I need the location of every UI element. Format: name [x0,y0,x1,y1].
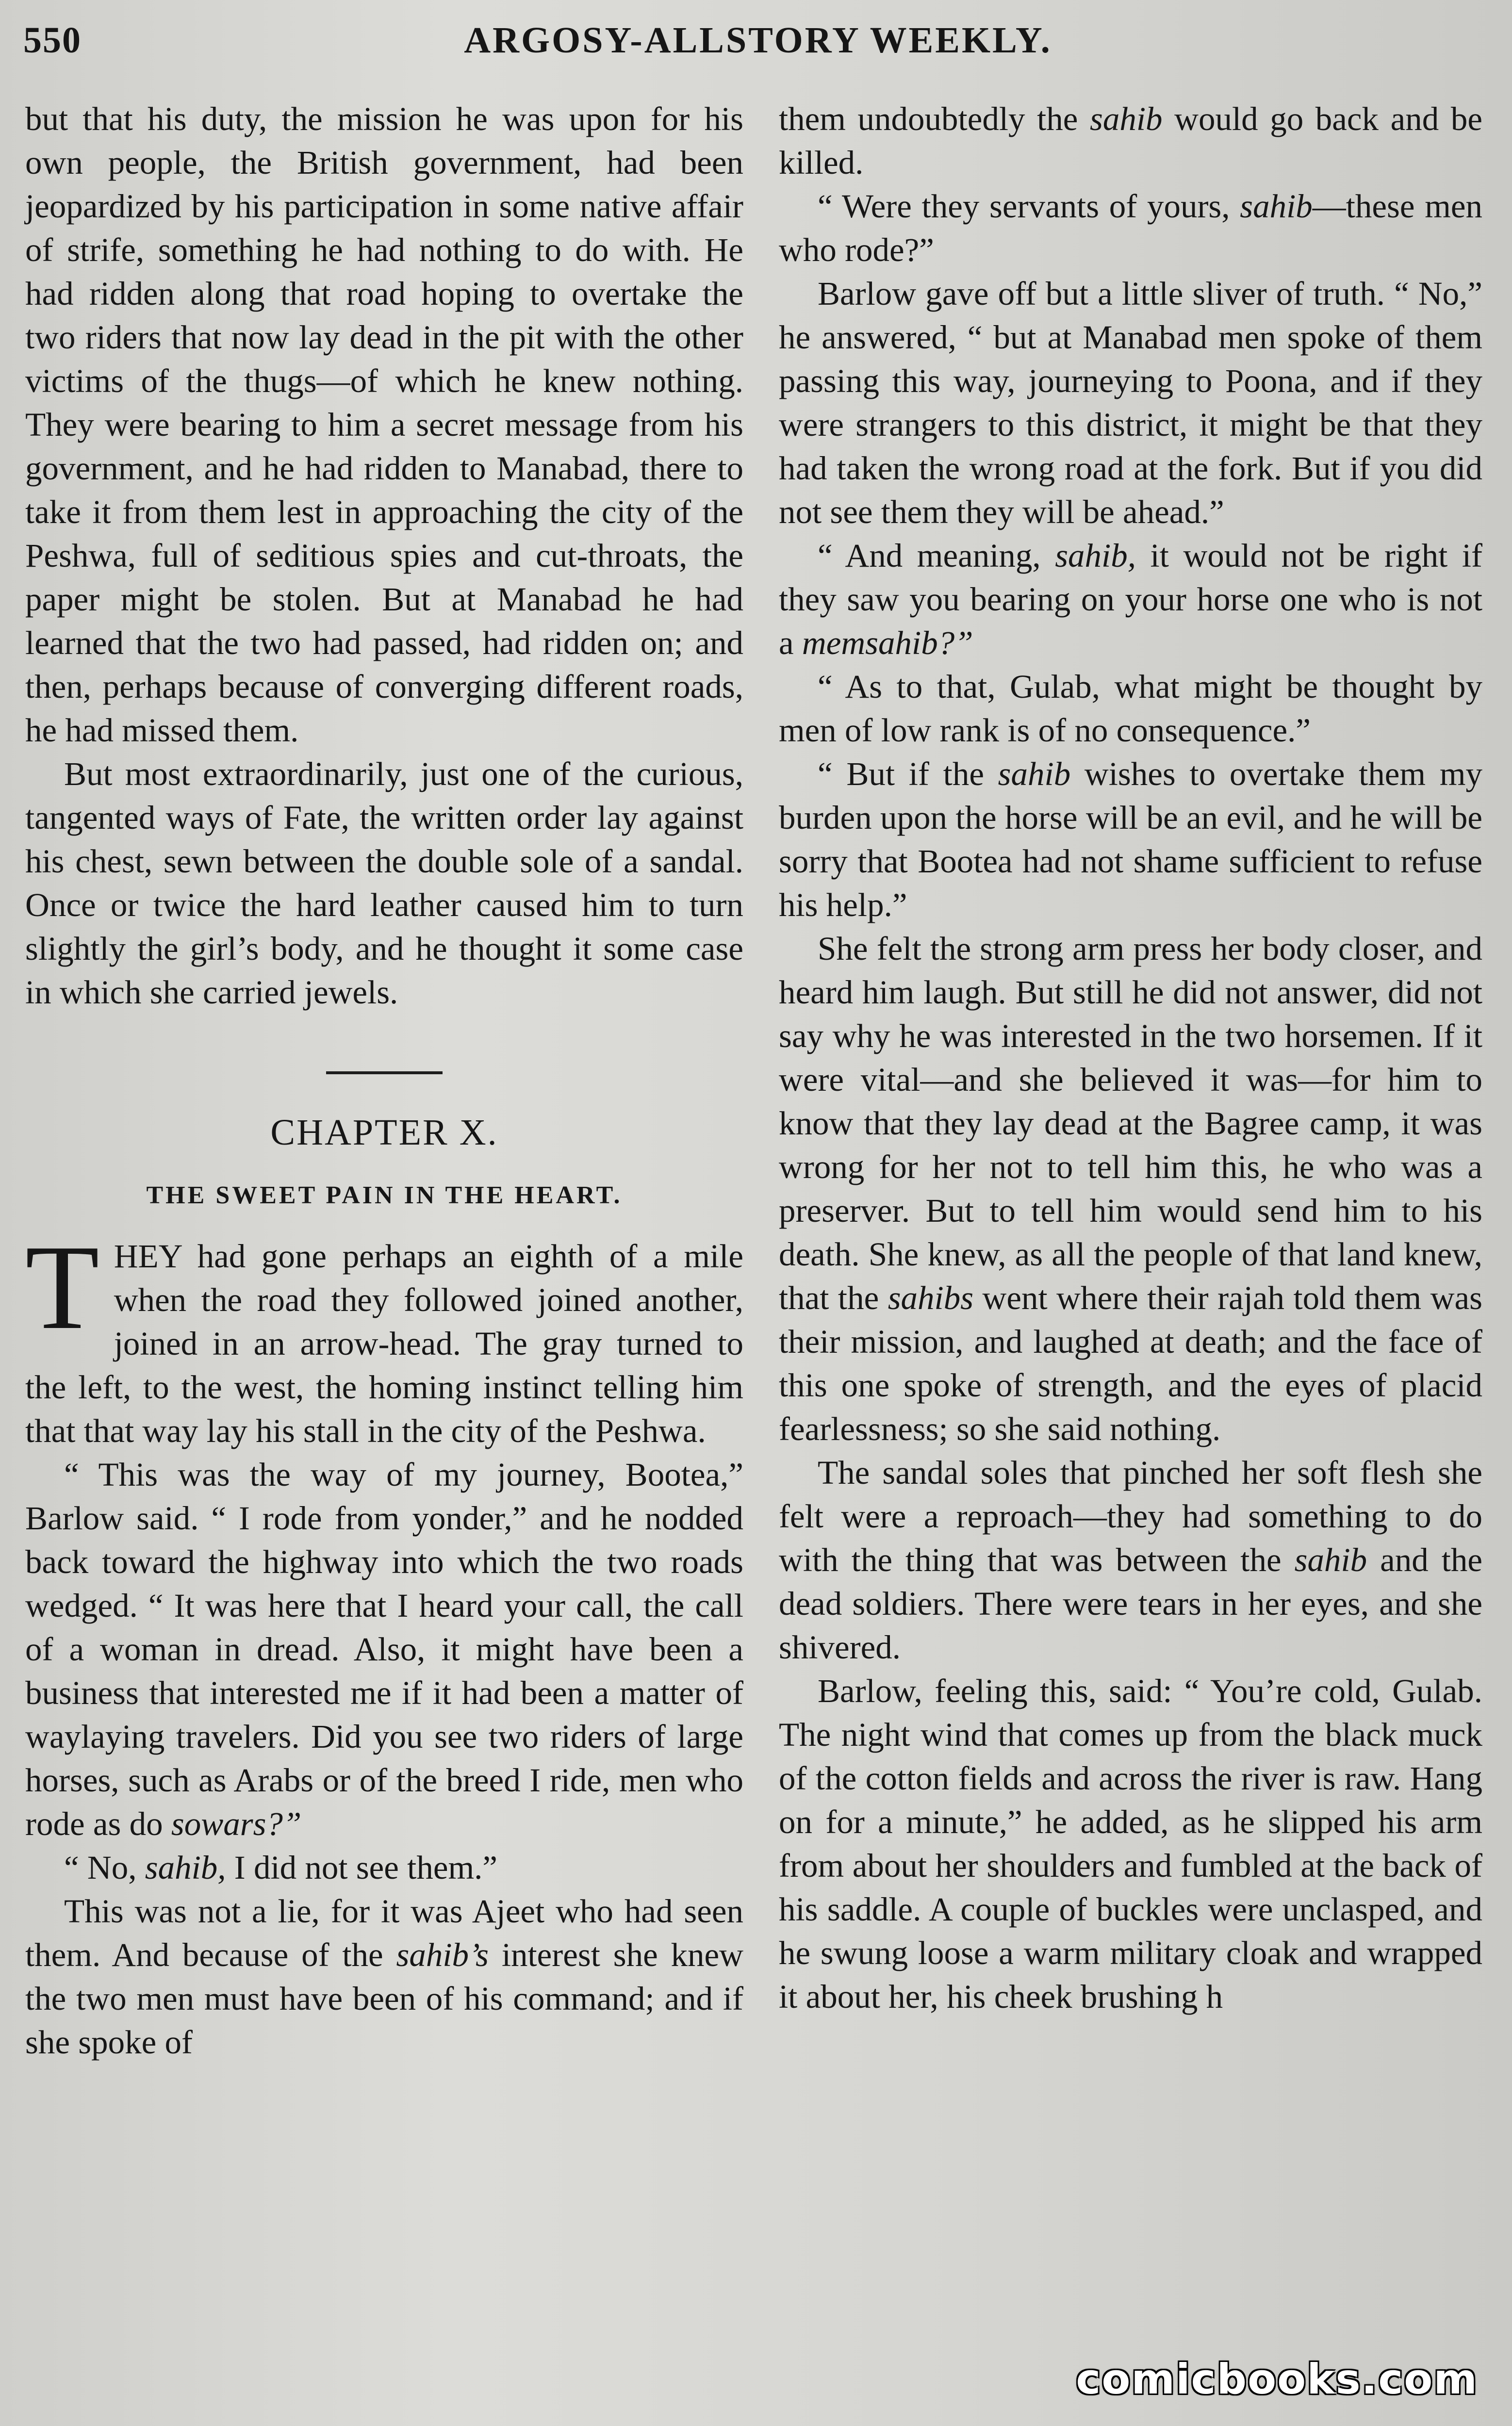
paragraph-text: went where their rajah told them was their mission, and laughed at death; and the face of this one spoke of strength, and the eyes of placid fearlessness; so she said nothing. [779,1279,1482,1447]
paragraph [25,1453,743,1846]
paragraph-text: “ And meaning, [818,537,1055,574]
italic-word: sahib [1294,1541,1367,1578]
paragraph: Barlow, feeling this, said: “ You’re cold, Gulab. The night wind that comes up from the black muck of the cotton fields and across the river is raw. Hang on for a minute,” he added, as he slipped his arm from about her shoulders and fumbled at the back of his saddle. A couple of buckles were unclasped, and he swung loose a warm military cloak and wrapped it about her, his cheek brushing h [779,1672,1482,2015]
paragraph [779,927,1482,1451]
right-column [779,97,1482,2018]
paragraph-text: “ But if the [818,755,998,792]
italic-word: sahib, [1055,537,1136,574]
paragraph-text: “ This was the way of my journey, Bootea,” Barlow said. “ I rode from yonder,” and he nodded back toward the highway into which the two roads wedged. “ It was here that I heard your call, the call of a woman in dread. Also, it might have been a business that interested me if it had been a matter of waylaying travelers. Did you see two riders of large horses, such as Arabs or of the breed I ride, men who rode as do [25,1456,743,1842]
paragraph: but that his duty, the mission he was upon for his own people, the British government, had been jeopardized by his participation in some native affair of strife, something he had nothing to do with. He had ridden along that road hoping to overtake the two riders that now lay dead in the pit with the other victims of the thugs—of which he knew nothing. They were bearing to him a secret message from his government, and he had ridden to Manabad, there to take it from them lest in approaching the city of the Peshwa, full of seditious spies and cut-throats, the paper might be stolen. But at Manabad he had learned that the two had passed, had ridden on; and then, perhaps because of converging different roads, he had missed them. [25,100,743,749]
paragraph: Barlow gave off but a little sliver of truth. “ No,” he answered, “ but at Manabad men spoke of them passing this way, journeying to Poona, and if they were strangers to this district, it might be that they had taken the wrong road at the fork. But if you did not see them they will be ahead.” [779,275,1482,530]
italic-word: sahib [1240,188,1313,225]
italic-word: sahib [1090,100,1163,137]
paragraph-text: The sandal soles that pinched her soft flesh she felt were a reproach—they had something to do with the thing that was between the [779,1454,1482,1578]
paragraph [779,534,1482,665]
paragraph: “ As to that, Gulab, what might be thought by men of low rank is of no consequence.” [779,668,1482,749]
paragraph [25,1846,743,1889]
italic-word: sahib, [145,1849,226,1886]
page-header [23,19,1493,78]
chapter-title: CHAPTER X. [270,1112,498,1153]
paragraph-text: wishes to overtake them my burden upon the horse will be an evil, and he will be sorry that Bootea had not shame sufficient to refuse his help.” [779,755,1482,923]
running-head: ARGOSY-ALLSTORY WEEKLY. [464,20,1052,61]
paragraph [779,184,1482,272]
page-number: 550 [23,20,82,61]
paragraph-text: “ Were they servants of yours, [818,188,1240,225]
paragraph-text: “ No, [64,1849,145,1886]
paragraph-text: This was not a lie, for it was Ajeet who had seen them. And because of the [25,1893,743,1973]
paragraph-text: —these men who rode?” [779,188,1482,268]
section-divider [326,1071,443,1074]
italic-word: sahibs [887,1279,974,1316]
paragraph-text: and the dead soldiers. There were tears in her eyes, and she shivered. [779,1541,1482,1666]
paragraph: But most extraordinarily, just one of the curious, tangented ways of Fate, the written order lay against his chest, sewn between the double sole of a sandal. Once or twice the hard leather caused him to turn slightly the girl’s body, and he thought it some case in which she carried jewels. [25,755,743,1011]
italic-word: memsahib?” [802,624,973,661]
paragraph [779,97,1482,184]
source-watermark: comicbooks.com [1076,2355,1478,2404]
paragraph-text: interest she knew the two men must have been of his command; and if she spoke of [25,1936,743,2061]
paragraph [25,1889,743,2064]
italic-word: sahib [998,755,1071,792]
paragraph-text: HEY had gone perhaps an eighth of a mile when the road they followed joined another, joined in an arrow-head. The gray turned to the left, to the west, the homing instinct telling him that that way lay his stall in the city of the Peshwa. [25,1238,743,1449]
paragraph-text: would go back and be killed. [779,100,1482,181]
paragraph [779,1451,1482,1669]
italic-word: sowars?” [171,1805,302,1842]
paragraph-text: them undoubtedly the [779,100,1090,137]
chapter-subtitle: THE SWEET PAIN IN THE HEART. [146,1181,623,1209]
chapter-opening-paragraph [25,1220,743,1453]
paragraph-text: it would not be right if they saw you bearing on your horse one who is not a [779,537,1482,661]
left-column [25,97,743,2064]
drop-cap: T [25,1220,99,1355]
paragraph-text: I did not see them.” [226,1849,498,1886]
paragraph-text: She felt the strong arm press her body closer, and heard him laugh. But still he did not answer, did not say why he was interested in the two horsemen. If it were vital—and she believed it was—for him to know that they lay dead at the Bagree camp, it was wrong for her not to tell him this, he who was a preserver. But to tell him would send him to his death. She knew, as all the people of that land knew, that the [779,930,1482,1316]
italic-word: sahib’s [396,1936,489,1973]
paragraph [779,752,1482,927]
